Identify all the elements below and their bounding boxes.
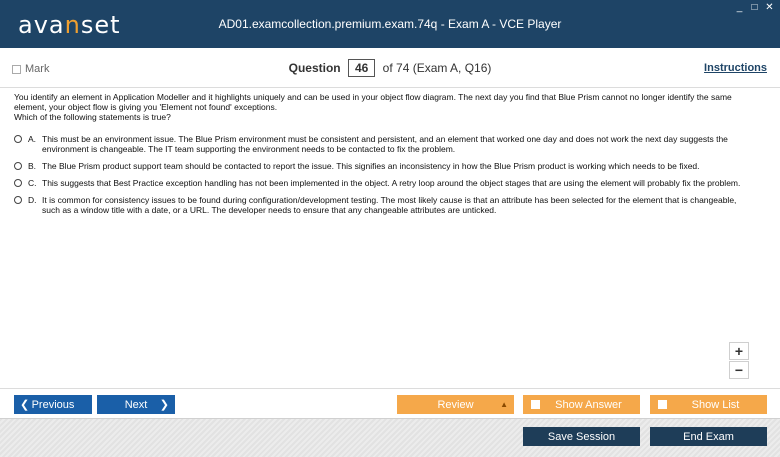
checkbox-icon (531, 400, 540, 409)
question-counter (0, 59, 780, 77)
triangle-up-icon: ▲ (500, 400, 508, 409)
app-logo: avanset (18, 11, 121, 39)
question-label: Question (288, 61, 341, 75)
title-bar (0, 0, 780, 48)
zoom-in-button[interactable]: + (729, 342, 749, 360)
show-answer-label: Show Answer (555, 398, 622, 411)
question-text-block (14, 92, 754, 122)
mark-label: Mark (25, 63, 50, 75)
previous-button[interactable] (14, 395, 92, 414)
maximize-icon[interactable]: □ (751, 2, 758, 13)
next-button[interactable] (97, 395, 175, 414)
option-letter: A. (28, 134, 37, 144)
question-number-input[interactable]: 46 (348, 59, 375, 77)
zoom-out-button[interactable]: − (729, 361, 749, 379)
window-controls (735, 3, 774, 13)
question-content (0, 88, 780, 388)
option-text: This must be an environment issue. The Blue Prism environment must be consistent and persistent, and an element that worked one day and does not work the next day suggests the environment is changeable. The IT team supporting the environment needs to be contacted to fix the problem. (42, 134, 728, 154)
question-of-label: of 74 (Exam A, Q16) (382, 61, 492, 75)
show-list-label: Show List (691, 398, 740, 411)
question-prompt: Which of the following statements is true? (14, 112, 171, 122)
next-label: Next (124, 398, 148, 411)
option-a[interactable] (14, 134, 754, 154)
close-icon[interactable]: ✕ (765, 2, 774, 13)
minimize-icon[interactable]: _ (736, 2, 743, 13)
footer-bar (0, 418, 780, 457)
chevron-right-icon: ❯ (159, 399, 169, 411)
checkbox-icon (658, 400, 667, 409)
option-c[interactable] (14, 178, 754, 188)
save-session-button[interactable]: Save Session (523, 427, 640, 446)
show-answer-button[interactable] (523, 395, 640, 414)
show-list-button[interactable] (650, 395, 767, 414)
option-text: The Blue Prism product support team should be contacted to report the issue. This signifies an inconsistency in how the Blue Prism product is working which needs to be fixed. (42, 161, 700, 171)
option-letter: C. (28, 178, 37, 188)
option-letter: B. (28, 161, 37, 171)
radio-icon[interactable] (14, 179, 22, 187)
radio-icon[interactable] (14, 196, 22, 204)
option-letter: D. (28, 195, 37, 205)
review-label: Review (437, 398, 474, 411)
end-exam-button[interactable]: End Exam (650, 427, 767, 446)
previous-label: Previous (31, 398, 75, 411)
review-button[interactable] (397, 395, 514, 414)
radio-icon[interactable] (14, 135, 22, 143)
instructions-link[interactable]: Instructions (704, 62, 767, 74)
answer-options (14, 134, 754, 222)
question-header (0, 48, 780, 88)
option-b[interactable] (14, 161, 754, 171)
radio-icon[interactable] (14, 162, 22, 170)
window-title: AD01.examcollection.premium.exam.74q - Exam A - VCE Player (218, 17, 562, 31)
option-text: It is common for consistency issues to be found during configuration/development testing. The most likely cause is that an attribute has been selected for the element that is changeable, such as a window title with a date, or a URL. The developer needs to ensure that any changeable attributes are unticked. (42, 195, 737, 215)
question-text: You identify an element in Application Modeller and it highlights uniquely and can be used in your object flow diagram. The next day you find that Blue Prism cannot no longer identify the same element, your object flow is giving you 'Element not found' exceptions. (14, 92, 732, 112)
option-text: This suggests that Best Practice exception handling has not been implemented in the object. A retry loop around the object stages that are using the element will probably fix the problem. (42, 178, 741, 188)
option-d[interactable] (14, 195, 754, 215)
chevron-left-icon: ❮ (20, 399, 30, 411)
navigation-bar (0, 388, 780, 418)
